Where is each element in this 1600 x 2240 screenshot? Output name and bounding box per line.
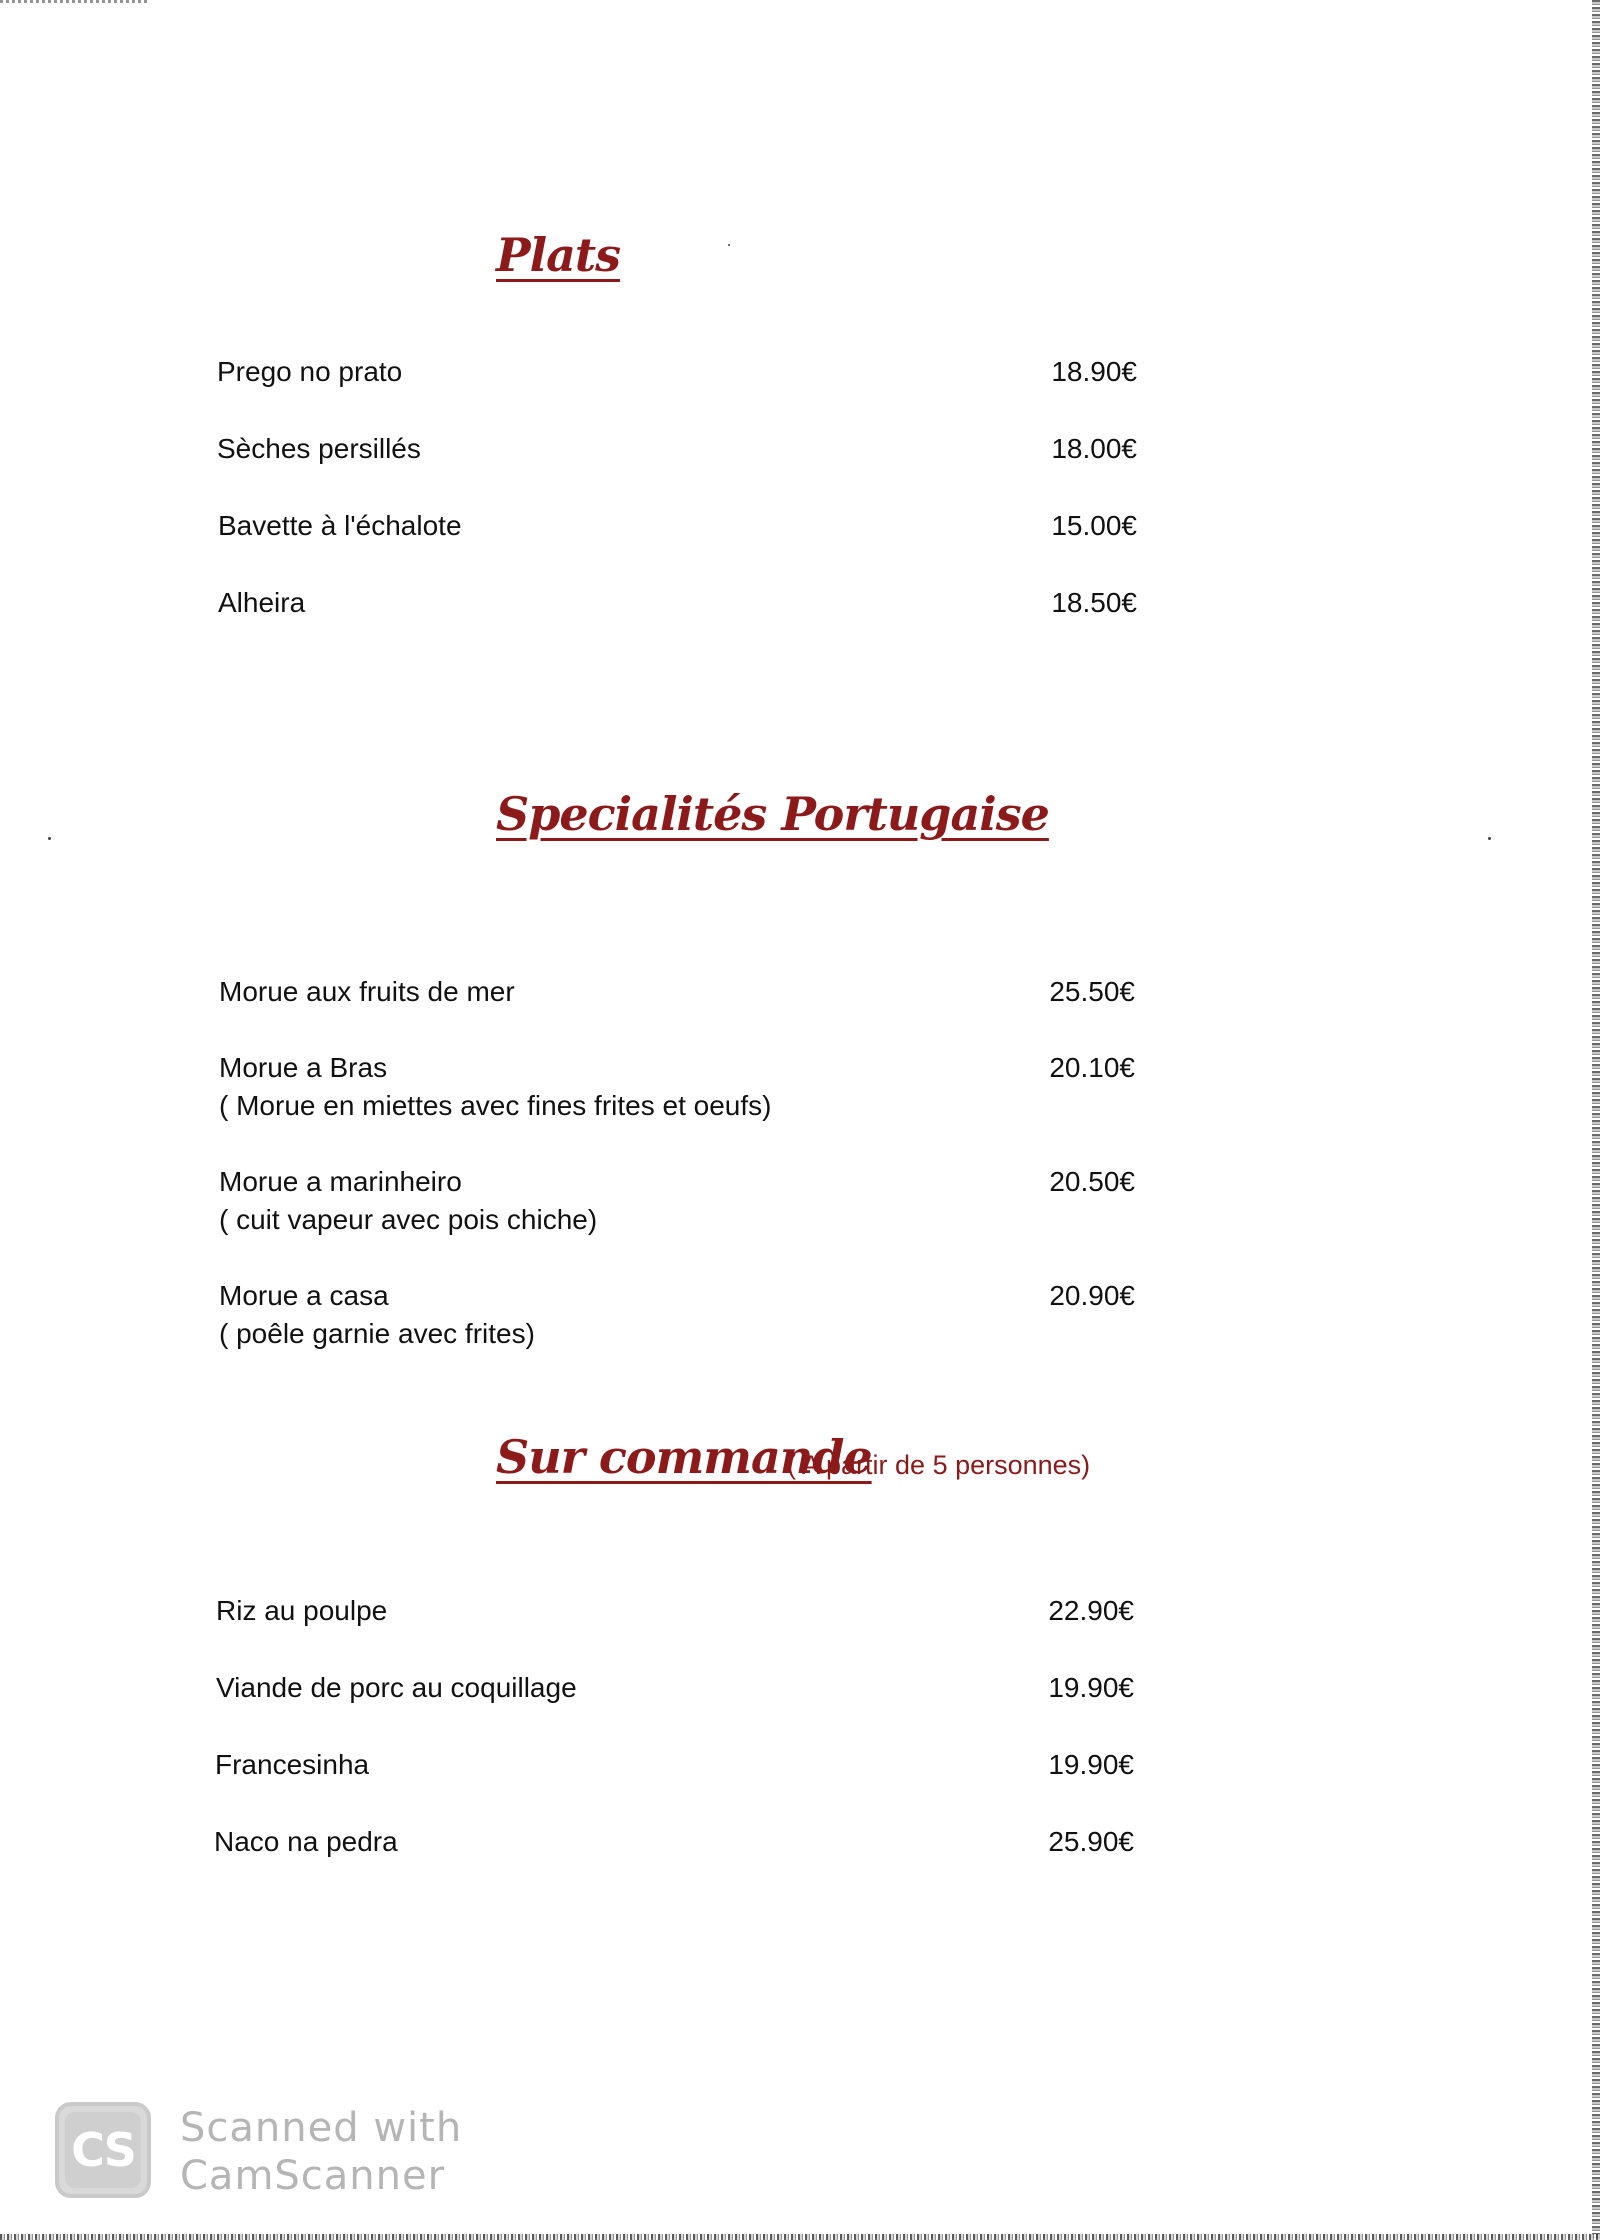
section-title: Specialités Portugaise [496, 787, 1049, 841]
camscanner-logo-text: CS [65, 2112, 141, 2188]
scan-edge-bottom [0, 2234, 1600, 2240]
menu-item-price: 15.00€ [1051, 510, 1137, 541]
scan-edge-top [0, 0, 150, 3]
menu-item-name: Francesinha [215, 1749, 370, 1780]
watermark-line-2: CamScanner [180, 2153, 446, 2199]
watermark-line-1: Scanned with [180, 2105, 463, 2151]
section-title: Sur commande [496, 1430, 872, 1484]
menu-item-name: Viande de porc au coquillage [216, 1672, 577, 1703]
menu-item-price: 18.00€ [1051, 433, 1137, 464]
menu-item-price: 20.90€ [1049, 1280, 1135, 1311]
menu-item-name: Morue a Bras [219, 1052, 388, 1083]
scan-speck [728, 244, 730, 246]
menu-item-name: Morue a casa [219, 1280, 389, 1311]
menu-item-price: 25.90€ [1048, 1826, 1134, 1857]
menu-item-price: 20.50€ [1049, 1166, 1135, 1197]
menu-item-price: 18.90€ [1051, 356, 1137, 387]
menu-item-price: 19.90€ [1048, 1672, 1134, 1703]
menu-item-description: ( poêle garnie avec frites) [219, 1318, 535, 1349]
section-title: Plats [496, 228, 621, 282]
menu-item-name: Morue aux fruits de mer [219, 976, 515, 1007]
menu-item-name: Sèches persillés [217, 433, 421, 464]
scan-speck [48, 837, 51, 840]
menu-item-name: Naco na pedra [214, 1826, 398, 1857]
menu-item-name: Alheira [218, 587, 306, 618]
scan-speck [1488, 837, 1491, 840]
menu-item-name: Riz au poulpe [216, 1595, 388, 1626]
camscanner-watermark [55, 2102, 475, 2202]
scan-edge-right [1592, 0, 1600, 2240]
menu-item-description: ( cuit vapeur avec pois chiche) [219, 1204, 598, 1235]
watermark-text [180, 2104, 462, 2200]
menu-item-price: 25.50€ [1049, 976, 1135, 1007]
menu-item-description: ( Morue en miettes avec fines frites et oeufs) [219, 1090, 772, 1121]
menu-item-name: Prego no prato [217, 356, 403, 387]
menu-item-price: 18.50€ [1051, 587, 1137, 618]
camscanner-logo-icon [55, 2102, 151, 2198]
menu-item-price: 19.90€ [1048, 1749, 1134, 1780]
section-note: ( A partir de 5 personnes) [787, 1450, 1091, 1480]
menu-item-name: Bavette à l'échalote [218, 510, 462, 541]
menu-item-name: Morue a marinheiro [219, 1166, 462, 1197]
menu-item-price: 22.90€ [1048, 1595, 1134, 1626]
menu-item-price: 20.10€ [1049, 1052, 1135, 1083]
